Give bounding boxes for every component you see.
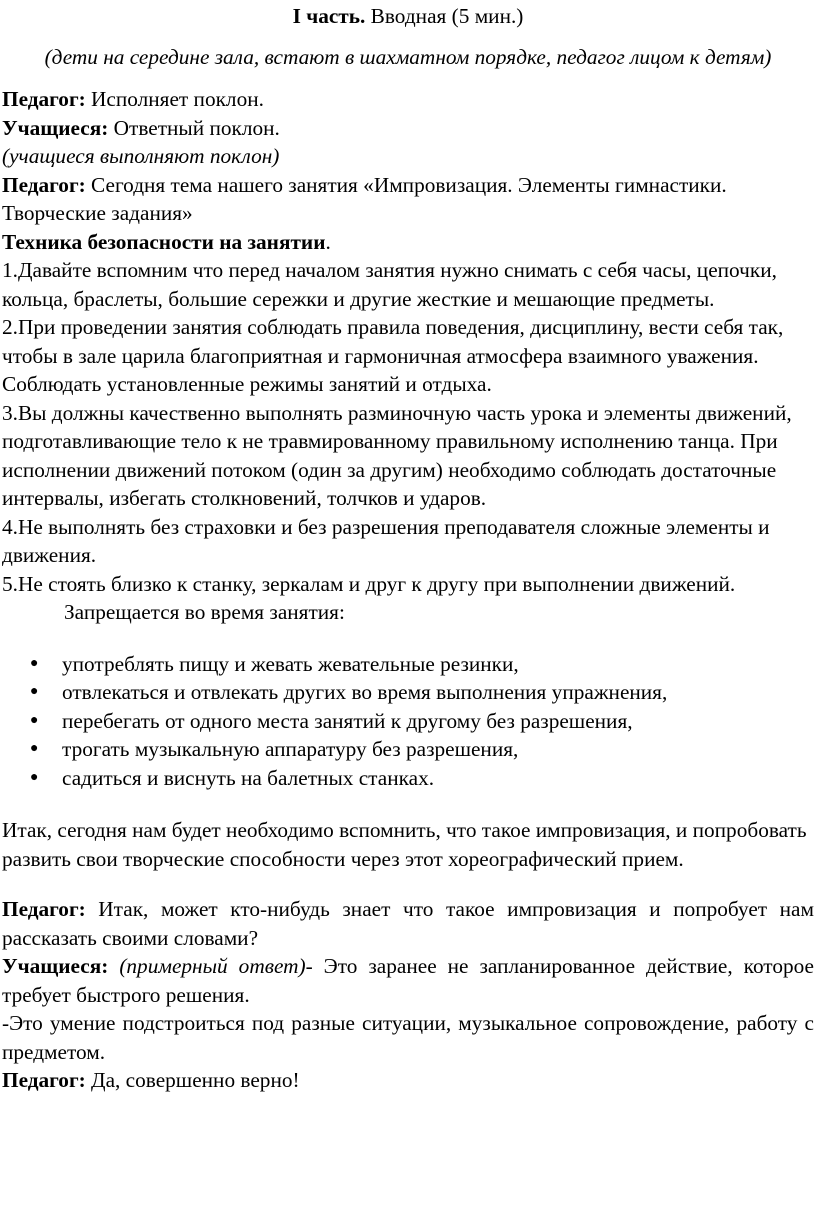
teacher-question (0, 895, 816, 952)
list-item: ● отвлекаться и отвлекать других во время выполнения упражнения, (0, 678, 816, 707)
teacher-topic-line (0, 171, 816, 228)
bullet-icon: ● (30, 741, 39, 756)
students-text: Ответный поклон. (108, 115, 280, 140)
bullet-icon: ● (30, 769, 39, 785)
teacher-line (0, 85, 816, 114)
safety-rule-1: 1.Давайте вспомним что перед началом занятия нужно снимать с себя часы, цепочки, кольца, браслеты, большие сережки и другие жесткие и мешающие предметы. (2, 258, 777, 311)
list-item: ● употреблять пищу и жевать жевательные резинки, (0, 650, 816, 679)
teacher-question-text: Итак, может кто-нибудь знает что такое импровизация и попробует нам рассказать своими словами? (2, 897, 814, 950)
safety-rule-5: 5.Не стоять близко к станку, зеркалам и друг к другу при выполнении движений. (2, 571, 736, 596)
students-answer-2: -Это умение подстроиться под разные ситуации, музыкальное сопровождение, работу с предметом. (2, 1011, 814, 1064)
prohibited-list (0, 650, 816, 793)
part-label: I часть. (292, 4, 366, 28)
teacher-reply-text: Да, совершенно верно! (85, 1068, 300, 1092)
list-item: ● трогать музыкальную аппаратуру без разрешения, (0, 735, 816, 764)
teacher-label: Педагог: (2, 172, 86, 197)
teacher-label: Педагог: (2, 897, 86, 921)
teacher-text: Исполняет поклон. (85, 87, 264, 111)
students-answer-note: (примерный ответ) (108, 954, 306, 978)
students-answer (0, 952, 816, 1009)
students-label: Учащиеся: (2, 954, 109, 978)
bullet-icon: ● (30, 655, 39, 671)
safety-heading-text: Техника безопасности на занятии (2, 229, 326, 254)
list-item: ● перебегать от одного места занятий к другому без разрешения, (0, 707, 816, 736)
students-note (0, 142, 816, 171)
safety-heading-suffix: . (325, 229, 331, 254)
teacher-reply (0, 1066, 816, 1095)
topic-text: Сегодня тема нашего занятия «Импровизация. Элементы гимнастики. Творческие задания» (2, 172, 727, 225)
part-title: Вводная (5 мин.) (365, 4, 524, 28)
bullet-icon: ● (30, 712, 39, 728)
students-note-text: (учащиеся выполняют поклон) (2, 144, 280, 168)
prohibited-intro: Запрещается во время занятия: (64, 600, 345, 624)
teacher-label: Педагог: (2, 1068, 86, 1092)
safety-rule-3: 3.Вы должны качественно выполнять разминочную часть урока и элементы движений, подготавливающие тело к не травмированному правильному исполнению танца. При исполнении движений потоком (один за другим) необходимо соблюдать достаточные интервалы, избегать столкновений, толчков и ударов. (2, 400, 792, 510)
safety-rule-4: 4.Не выполнять без страховки и без разрешения преподавателя сложные элементы и движения. (2, 514, 770, 567)
stage-direction: (дети на середине зала, встают в шахматном порядке, педагог лицом к детям) (44, 44, 772, 69)
students-line (0, 114, 816, 143)
list-item: ● садиться и виснуть на балетных станках. (0, 764, 816, 793)
safety-rule-2: 2.При проведении занятия соблюдать правила поведения, дисциплину, вести себя так, чтобы в зале царила благоприятная и гармоничная атмосфера взаимного уважения. Соблюдать установленные режимы занятий и отдыха. (2, 315, 784, 396)
students-label: Учащиеся: (2, 115, 109, 140)
bullet-icon: ● (30, 684, 39, 699)
students-answer-text: - Это заранее не запланированное действие, которое требует быстрого решения. (2, 954, 814, 1007)
section-heading (0, 2, 816, 31)
summary-paragraph: Итак, сегодня нам будет необходимо вспомнить, что такое импровизация, и попробовать развить свои творческие способности через этот хореографический прием. (2, 818, 807, 871)
safety-heading (0, 228, 816, 257)
teacher-label: Педагог: (2, 87, 86, 111)
